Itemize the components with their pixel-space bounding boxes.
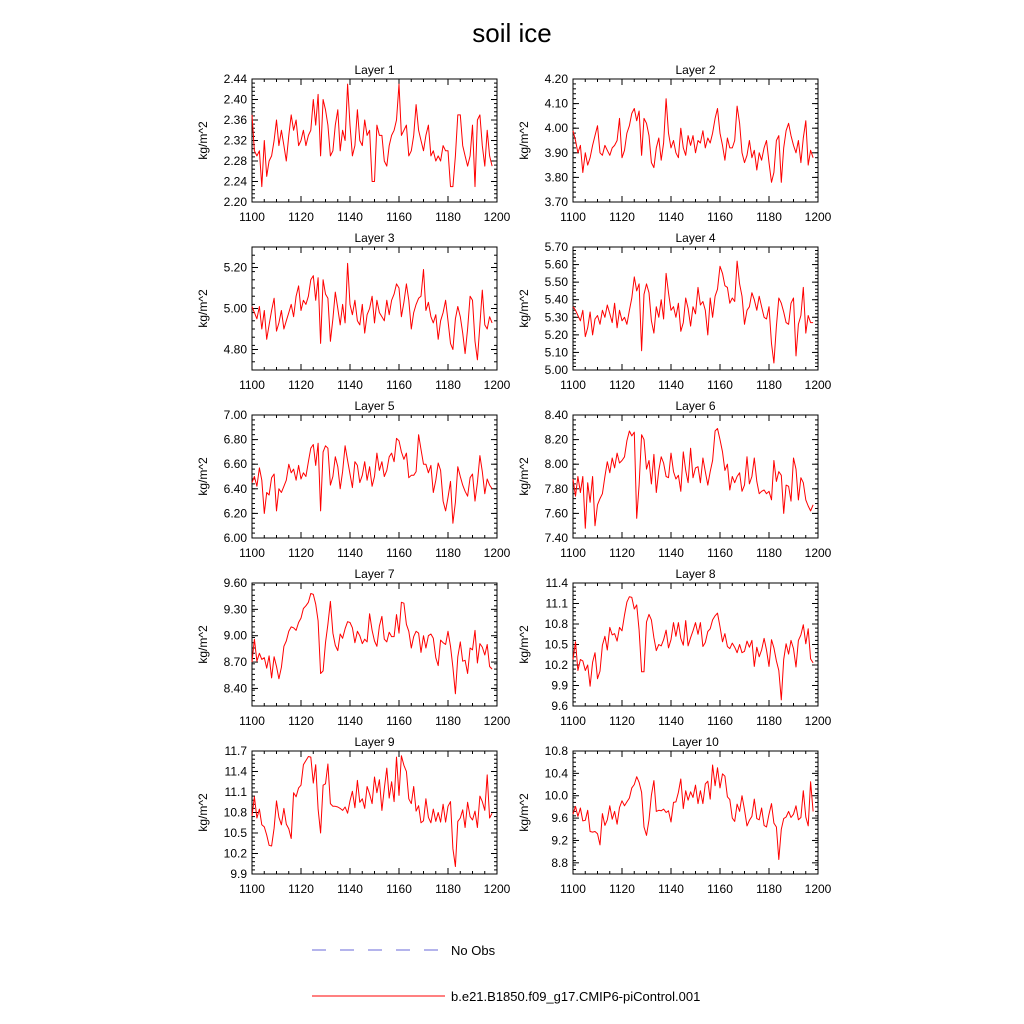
- x-tick-label: 1120: [288, 546, 314, 560]
- x-tick-label: 1100: [239, 546, 265, 560]
- panels-group: [196, 63, 832, 896]
- y-axis-label: kg/m^2: [196, 457, 210, 496]
- x-tick-label: 1200: [804, 714, 832, 728]
- series-line-1: [573, 429, 813, 529]
- y-tick-label: 8.8: [551, 855, 568, 870]
- y-tick-label: 10.2: [544, 658, 568, 672]
- y-tick-label: 5.20: [223, 260, 247, 275]
- y-axis-label: kg/m^2: [196, 625, 210, 664]
- x-tick-label: 1180: [756, 882, 782, 896]
- y-tick-label: 9.2: [551, 833, 568, 848]
- chart-panel-3: [196, 231, 511, 392]
- y-axis-label: kg/m^2: [196, 793, 210, 832]
- x-tick-label: 1200: [483, 882, 511, 896]
- x-tick-label: 1160: [707, 378, 733, 392]
- series-line-1: [573, 597, 813, 700]
- y-tick-label: 8.20: [544, 432, 568, 447]
- x-tick-label: 1140: [337, 378, 363, 392]
- chart-panel-5: [196, 399, 511, 560]
- x-tick-label: 1200: [804, 378, 832, 392]
- y-tick-label: 10.8: [544, 744, 568, 758]
- y-tick-label: 9.9: [230, 867, 247, 881]
- panel-title: Layer 5: [354, 399, 395, 413]
- x-tick-label: 1180: [435, 210, 461, 224]
- series-line-1: [573, 765, 813, 860]
- chart-panel-7: [196, 567, 511, 728]
- chart-panel-2: [517, 63, 832, 224]
- legend-model-label: b.e21.B1850.f09_g17.CMIP6-piControl.001: [451, 989, 701, 1004]
- x-tick-label: 1160: [386, 714, 412, 728]
- y-axis-label: kg/m^2: [196, 289, 210, 328]
- x-tick-label: 1200: [804, 546, 832, 560]
- x-tick-label: 1200: [483, 546, 511, 560]
- y-tick-label: 7.60: [544, 506, 568, 521]
- y-tick-label: 2.20: [223, 195, 247, 209]
- series-line-1: [252, 435, 492, 524]
- x-tick-label: 1200: [483, 714, 511, 728]
- x-tick-label: 1160: [386, 882, 412, 896]
- y-tick-label: 3.70: [544, 195, 568, 209]
- panel-title: Layer 3: [354, 231, 395, 245]
- y-tick-label: 2.28: [223, 154, 247, 168]
- panel-title: Layer 10: [672, 735, 719, 749]
- y-tick-label: 10.5: [223, 826, 247, 840]
- y-tick-label: 10.5: [544, 637, 568, 652]
- y-axis-label: kg/m^2: [517, 625, 531, 664]
- chart-panel-1: [196, 63, 511, 224]
- x-tick-label: 1120: [609, 882, 635, 896]
- y-tick-label: 5.20: [544, 327, 568, 342]
- y-tick-label: 10.2: [223, 846, 247, 861]
- x-tick-label: 1120: [288, 882, 314, 896]
- y-tick-label: 11.1: [224, 785, 247, 799]
- y-tick-label: 3.80: [544, 170, 568, 185]
- x-tick-label: 1160: [386, 210, 412, 224]
- x-tick-label: 1100: [239, 714, 265, 728]
- y-axis-label: kg/m^2: [517, 289, 531, 328]
- plot-frame: [252, 247, 497, 370]
- y-tick-label: 9.00: [223, 628, 247, 643]
- y-tick-label: 4.00: [544, 121, 568, 136]
- chart-panel-4: [517, 231, 832, 392]
- x-tick-label: 1140: [658, 210, 684, 224]
- y-tick-label: 11.1: [545, 596, 568, 611]
- x-tick-label: 1180: [756, 546, 782, 560]
- y-tick-label: 10.4: [544, 766, 568, 781]
- x-tick-label: 1100: [560, 210, 586, 224]
- plot-frame: [573, 751, 818, 874]
- y-tick-label: 9.30: [223, 602, 247, 617]
- series-line-1: [573, 261, 813, 363]
- legend: [312, 943, 700, 1004]
- y-tick-label: 9.6: [551, 811, 568, 826]
- y-tick-label: 8.00: [544, 457, 568, 472]
- y-tick-label: 2.40: [223, 92, 247, 107]
- y-axis-label: kg/m^2: [517, 121, 531, 160]
- y-tick-label: 9.60: [223, 576, 247, 590]
- x-tick-label: 1160: [707, 210, 733, 224]
- x-tick-label: 1180: [756, 714, 782, 728]
- y-tick-label: 8.40: [544, 408, 568, 422]
- x-tick-label: 1120: [609, 378, 635, 392]
- y-axis-label: kg/m^2: [196, 121, 210, 160]
- x-tick-label: 1180: [435, 714, 461, 728]
- x-tick-label: 1140: [337, 546, 363, 560]
- y-tick-label: 7.00: [223, 408, 247, 422]
- y-tick-label: 2.32: [223, 133, 247, 148]
- y-tick-label: 10.8: [223, 805, 247, 820]
- x-tick-label: 1100: [239, 210, 265, 224]
- x-tick-label: 1120: [288, 210, 314, 224]
- y-tick-label: 3.90: [544, 145, 568, 160]
- x-tick-label: 1160: [386, 378, 412, 392]
- x-tick-label: 1200: [483, 210, 511, 224]
- y-tick-label: 5.10: [544, 345, 568, 360]
- series-line-1: [252, 84, 492, 187]
- figure-title: soil ice: [472, 18, 552, 48]
- x-tick-label: 1140: [337, 714, 363, 728]
- y-axis-label: kg/m^2: [517, 793, 531, 832]
- y-tick-label: 5.60: [544, 257, 568, 272]
- x-tick-label: 1120: [609, 210, 635, 224]
- x-tick-label: 1100: [560, 378, 586, 392]
- x-tick-label: 1140: [658, 378, 684, 392]
- y-tick-label: 10.0: [544, 788, 568, 803]
- chart-panel-9: [196, 735, 511, 896]
- x-tick-label: 1160: [707, 882, 733, 896]
- y-tick-label: 6.20: [223, 506, 247, 521]
- x-tick-label: 1180: [435, 546, 461, 560]
- y-tick-label: 5.70: [544, 240, 568, 254]
- panel-title: Layer 8: [675, 567, 716, 581]
- x-tick-label: 1140: [658, 714, 684, 728]
- chart-panel-10: [517, 735, 832, 896]
- x-tick-label: 1120: [609, 546, 635, 560]
- chart-panel-6: [517, 399, 832, 560]
- y-tick-label: 5.50: [544, 275, 568, 290]
- y-tick-label: 7.40: [544, 531, 568, 545]
- x-tick-label: 1180: [435, 378, 461, 392]
- y-axis-label: kg/m^2: [517, 457, 531, 496]
- x-tick-label: 1140: [337, 210, 363, 224]
- y-tick-label: 4.10: [544, 96, 568, 111]
- x-tick-label: 1180: [756, 378, 782, 392]
- x-tick-label: 1120: [609, 714, 635, 728]
- x-tick-label: 1100: [239, 882, 265, 896]
- x-tick-label: 1100: [239, 378, 265, 392]
- series-line-1: [252, 756, 492, 867]
- y-tick-label: 11.4: [545, 576, 568, 590]
- y-tick-label: 2.24: [223, 174, 247, 189]
- y-tick-label: 2.36: [223, 113, 247, 127]
- x-tick-label: 1120: [288, 714, 314, 728]
- panel-title: Layer 4: [675, 231, 716, 245]
- y-tick-label: 9.9: [551, 678, 568, 693]
- x-tick-label: 1140: [658, 882, 684, 896]
- panel-title: Layer 2: [675, 63, 716, 77]
- x-tick-label: 1160: [707, 714, 733, 728]
- y-tick-label: 5.00: [544, 363, 568, 377]
- series-line-1: [573, 99, 813, 183]
- x-tick-label: 1100: [560, 882, 586, 896]
- panel-title: Layer 9: [354, 735, 395, 749]
- plot-frame: [573, 583, 818, 706]
- y-tick-label: 6.80: [223, 432, 247, 447]
- y-tick-label: 2.44: [223, 72, 247, 86]
- x-tick-label: 1200: [804, 210, 832, 224]
- plot-frame: [252, 751, 497, 874]
- x-tick-label: 1160: [707, 546, 733, 560]
- plot-frame: [573, 79, 818, 202]
- y-tick-label: 4.20: [544, 72, 568, 86]
- y-tick-label: 7.80: [544, 481, 568, 496]
- y-tick-label: 5.40: [544, 292, 568, 307]
- series-line-1: [252, 263, 492, 359]
- x-tick-label: 1200: [804, 882, 832, 896]
- y-tick-label: 9.6: [551, 699, 568, 713]
- y-tick-label: 6.00: [223, 531, 247, 545]
- x-tick-label: 1140: [337, 882, 363, 896]
- y-tick-label: 5.30: [544, 310, 568, 325]
- x-tick-label: 1100: [560, 714, 586, 728]
- y-tick-label: 5.00: [223, 301, 247, 316]
- chart-panel-8: [517, 567, 832, 728]
- legend-no-obs-label: No Obs: [451, 943, 496, 958]
- panel-title: Layer 1: [354, 63, 395, 77]
- y-tick-label: 11.4: [224, 764, 247, 779]
- y-tick-label: 4.80: [223, 342, 247, 357]
- y-tick-label: 8.40: [223, 681, 247, 696]
- x-tick-label: 1180: [435, 882, 461, 896]
- y-tick-label: 6.40: [223, 481, 247, 496]
- x-tick-label: 1120: [288, 378, 314, 392]
- series-line-1: [252, 594, 492, 694]
- x-tick-label: 1140: [658, 546, 684, 560]
- y-tick-label: 6.60: [223, 457, 247, 472]
- panel-title: Layer 7: [354, 567, 395, 581]
- x-tick-label: 1160: [386, 546, 412, 560]
- y-tick-label: 10.8: [544, 617, 568, 631]
- y-tick-label: 8.70: [223, 655, 247, 670]
- panel-title: Layer 6: [675, 399, 716, 413]
- x-tick-label: 1200: [483, 378, 511, 392]
- x-tick-label: 1180: [756, 210, 782, 224]
- y-tick-label: 11.7: [224, 744, 247, 758]
- x-tick-label: 1100: [560, 546, 586, 560]
